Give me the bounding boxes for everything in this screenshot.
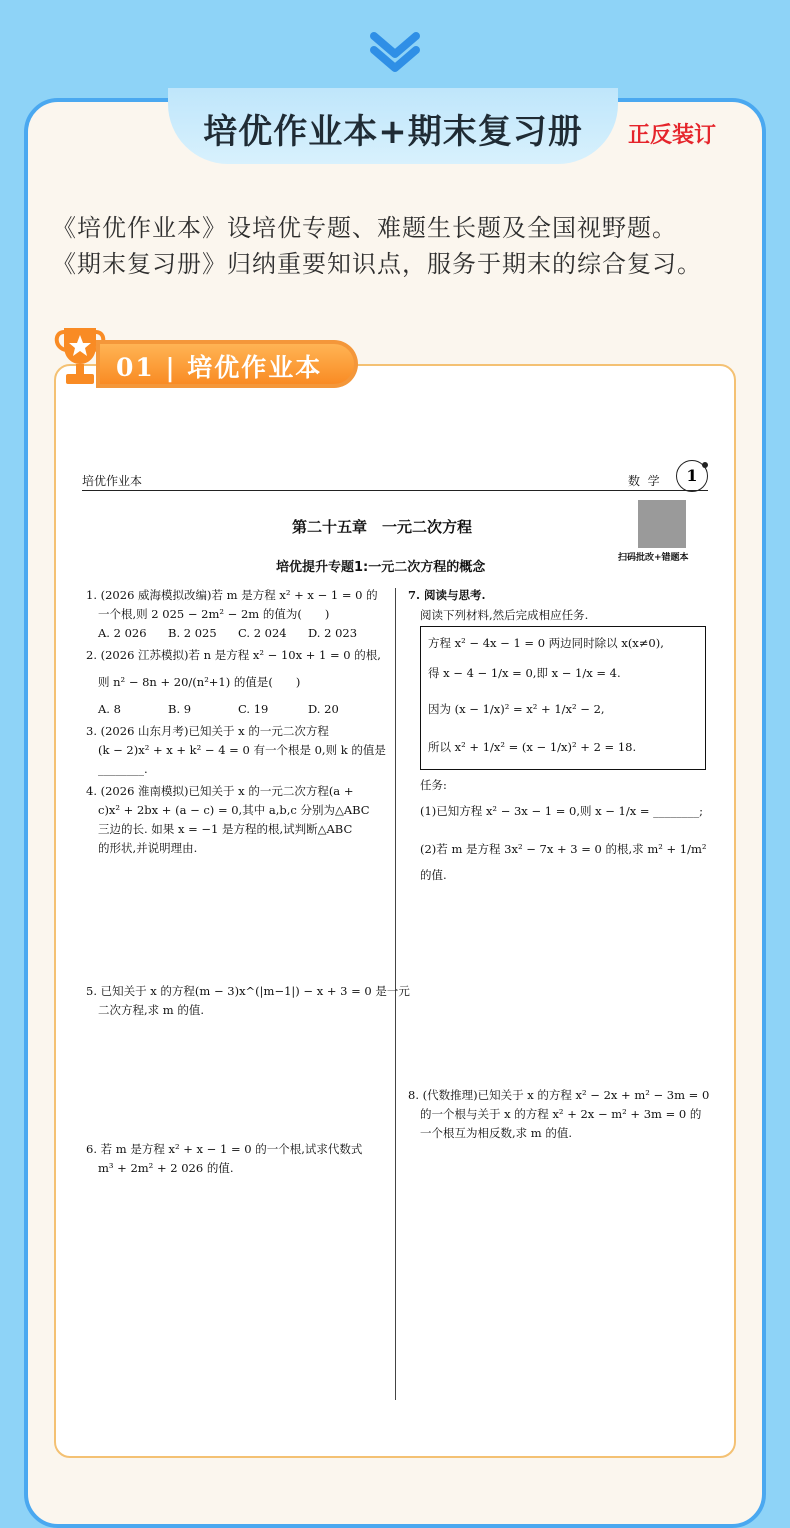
intro-line-2: 《期末复习册》归纳重要知识点，服务于期末的综合复习。 [52, 250, 702, 278]
section-label: 01 | 培优作业本 [116, 353, 323, 382]
page-title: 培优作业本+期末复习册 [203, 112, 583, 152]
question-2: 2. (2026 江苏模拟)若 n 是方程 x² − 10x + 1 = 0 的根, 则 n² − 8n + 20/(n²+1) 的值是( ) A. 8 B. 9 C. 19 D. 20 [86, 648, 381, 716]
box-line-2: 得 x − 4 − 1/x = 0,即 x − 1/x = 4. [428, 666, 621, 680]
question-1: 1. (2026 威海模拟改编)若 m 是方程 x² + x − 1 = 0 的 一个根,则 2 025 − 2m² − 2m 的值为( ) A. 2 026 B. 2 025 C. 2 024 D. 2 023 [86, 588, 378, 640]
question-4: 4. (2026 淮南模拟)已知关于 x 的一元二次方程(a + c)x² + 2bx + (a − c) = 0,其中 a,b,c 分别为△ABC 三边的长. 如果 x = −1 是方程的根,试判断△ABC 的形状,并说明理由. [86, 784, 370, 855]
chapter-title: 第二十五章 一元二次方程 [292, 518, 473, 536]
box-line-4: 所以 x² + 1/x² = (x − 1/x)² + 2 = 18. [428, 740, 637, 754]
question-6: 6. 若 m 是方程 x² + x − 1 = 0 的一个根,试求代数式 m³ + 2m² + 2 026 的值. [86, 1142, 363, 1175]
task-2-line-1: (2)若 m 是方程 3x² − 7x + 3 = 0 的根,求 m² + 1/m² [420, 842, 707, 856]
header-rule [82, 490, 708, 491]
box-line-3: 因为 (x − 1/x)² = x² + 1/x² − 2, [428, 702, 605, 716]
task-label: 任务: [420, 778, 447, 792]
question-7-intro: 阅读下列材料,然后完成相应任务. [420, 608, 589, 622]
question-5: 5. 已知关于 x 的方程(m − 3)x^(|m−1|) − x + 3 = 0 是一元 二次方程,求 m 的值. [86, 984, 410, 1017]
qr-code[interactable] [638, 500, 686, 548]
page-number-dot [702, 462, 708, 468]
page-number: 1 [676, 460, 708, 492]
double-chevron-down-icon [366, 30, 424, 72]
task-2-line-2: 的值. [420, 868, 447, 882]
running-head: 培优作业本 [82, 474, 143, 488]
binding-label: 正反装订 [628, 123, 717, 148]
question-8: 8. (代数推理)已知关于 x 的方程 x² − 2x + m² − 3m = 0 的一个根与关于 x 的方程 x² + 2x − m² + 3m = 0 的 一个根互为相反数,求 m 的值. [408, 1088, 710, 1140]
subject-label: 数 学 [628, 474, 660, 488]
intro-line-1: 《培优作业本》设培优专题、难题生长题及全国视野题。 [52, 214, 677, 242]
box-line-1: 方程 x² − 4x − 1 = 0 两边同时除以 x(x≠0), [428, 636, 664, 650]
question-7-title: 7. 阅读与思考. [408, 588, 486, 602]
task-1: (1)已知方程 x² − 3x − 1 = 0,则 x − 1/x = ________; [420, 804, 704, 818]
qr-label: 扫码批改+错题本 [618, 553, 689, 563]
question-3: 3. (2026 山东月考)已知关于 x 的一元二次方程 (k − 2)x² + x + k² − 4 = 0 有一个根是 0,则 k 的值是 ________. [86, 724, 386, 776]
topic-title: 培优提升专题1:一元二次方程的概念 [276, 560, 486, 575]
